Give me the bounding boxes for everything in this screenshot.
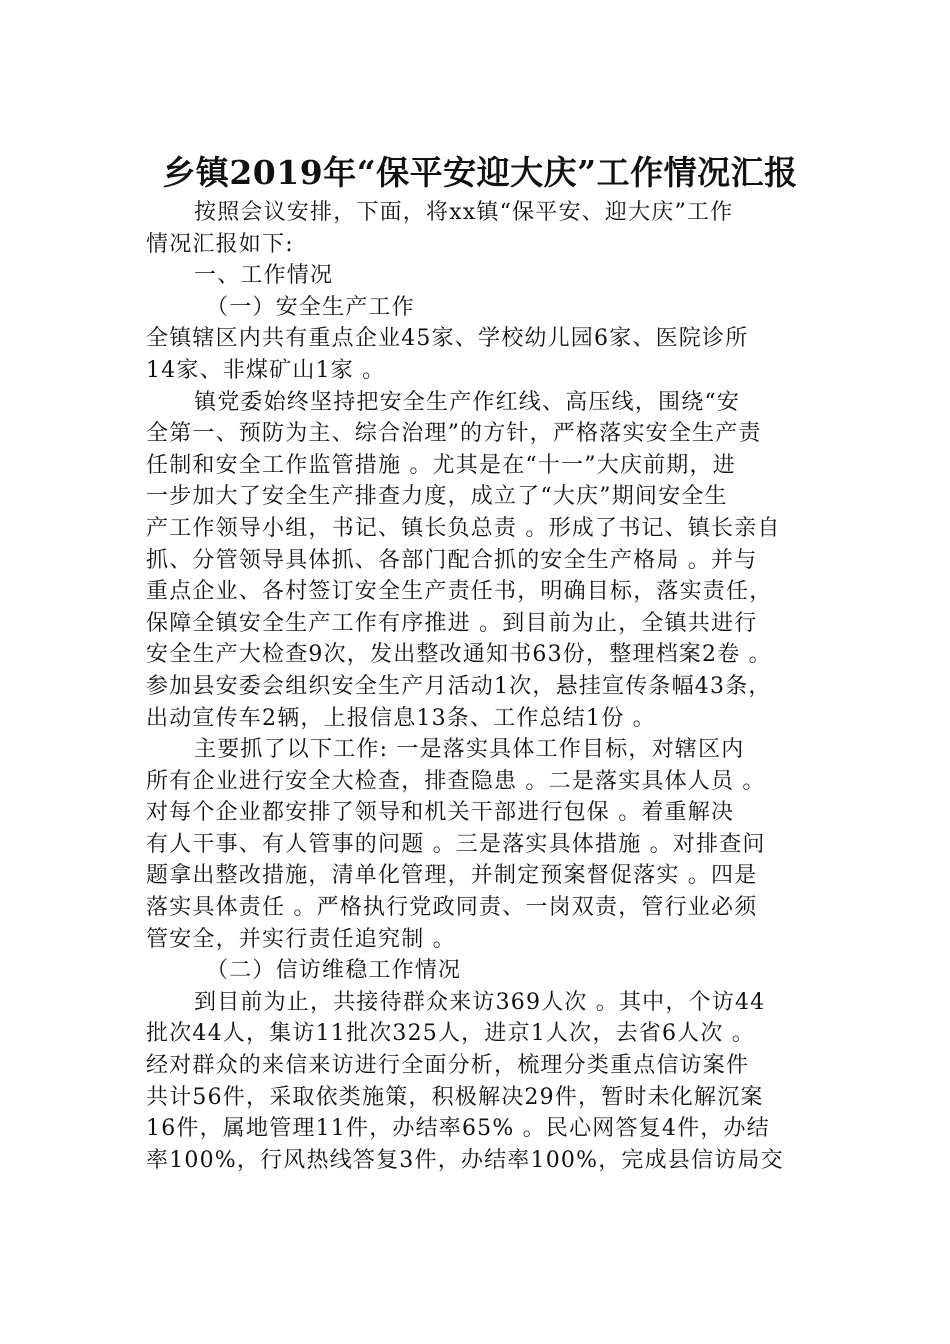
- text-line: 全第一、预防为主、综合治理”的方针，严格落实安全生产责: [146, 421, 762, 447]
- text-line: （二）信访维稳工作情况: [206, 958, 462, 984]
- text-line: 落实具体责任 。严格执行党政同责、一岗双责，管行业必须: [146, 895, 758, 921]
- text-line: 有人干事、有人管事的问题 。三是落实具体措施 。对排查问: [146, 831, 766, 857]
- text-line: 全镇辖区内共有重点企业45家、学校幼儿园6家、医院诊所: [146, 326, 749, 352]
- text-line: 一、工作情况: [194, 263, 334, 289]
- text-line: 保障全镇安全生产工作有序推进 。到目前为止，全镇共进行: [146, 610, 758, 636]
- text-line: 一步加大了安全生产排查力度，成立了“大庆”期间安全生: [146, 484, 728, 510]
- text-line: 所有企业进行安全大检查，排查隐患 。二是落实具体人员 。: [146, 768, 766, 794]
- text-line: 题拿出整改措施，清单化管理，并制定预案督促落实 。四是: [146, 863, 758, 889]
- text-line: 14家、非煤矿山1家 。: [146, 357, 386, 383]
- text-line: 抓、分管领导具体抓、各部门配合抓的安全生产格局 。并与: [146, 547, 758, 573]
- text-line: 安全生产大检查9次，发出整改通知书63份，整理档案2卷 。: [146, 642, 772, 668]
- document-body: [146, 197, 816, 1176]
- text-line: 管安全，并实行责任追究制 。: [146, 926, 456, 952]
- text-line: 共计56件，采取依类施策，积极解决29件，暂时未化解沉案: [146, 1084, 764, 1110]
- text-line: 按照会议安排，下面，将xx镇“保平安、迎大庆”工作: [194, 200, 734, 225]
- text-line: 任制和安全工作监管措施 。尤其是在“十一”大庆前期，进: [146, 452, 736, 478]
- text-line: 批次44人，集访11批次325人，进京1人次，去省6人次 。: [146, 1021, 755, 1047]
- text-line: 重点企业、各村签订安全生产责任书，明确目标，落实责任，: [146, 579, 773, 605]
- text-line: 率100%，行风热线答复3件，办结率100%，完成县信访局交: [146, 1147, 784, 1173]
- text-line: 镇党委始终坚持把安全生产作红线、高压线，围绕“安: [194, 389, 741, 415]
- text-line: 出动宣传车2辆，上报信息13条、工作总结1份 。: [146, 705, 656, 731]
- text-line: 到目前为止，共接待群众来访369人次 。其中，个访44: [194, 989, 766, 1015]
- text-line: 经对群众的来信来访进行全面分析，梳理分类重点信访案件: [146, 1053, 750, 1079]
- document-title: 乡镇2019年“保平安迎大庆”工作情况汇报: [162, 153, 798, 192]
- text-line: 参加县安委会组织安全生产月活动1次，悬挂宣传条幅43条，: [146, 673, 772, 699]
- text-line: 产工作领导小组，书记、镇长负总责 。形成了书记、镇长亲自: [146, 515, 781, 541]
- text-line: 情况汇报如下:: [146, 231, 294, 257]
- text-line: 16件，属地管理11件，办结率65% 。民心网答复4件，办结: [146, 1116, 770, 1142]
- text-line: （一）安全生产工作: [206, 294, 415, 320]
- text-line: 对每个企业都安排了领导和机关干部进行包保 。着重解决: [146, 800, 735, 826]
- text-line: 主要抓了以下工作: 一是落实具体工作目标，对辖区内: [194, 737, 745, 763]
